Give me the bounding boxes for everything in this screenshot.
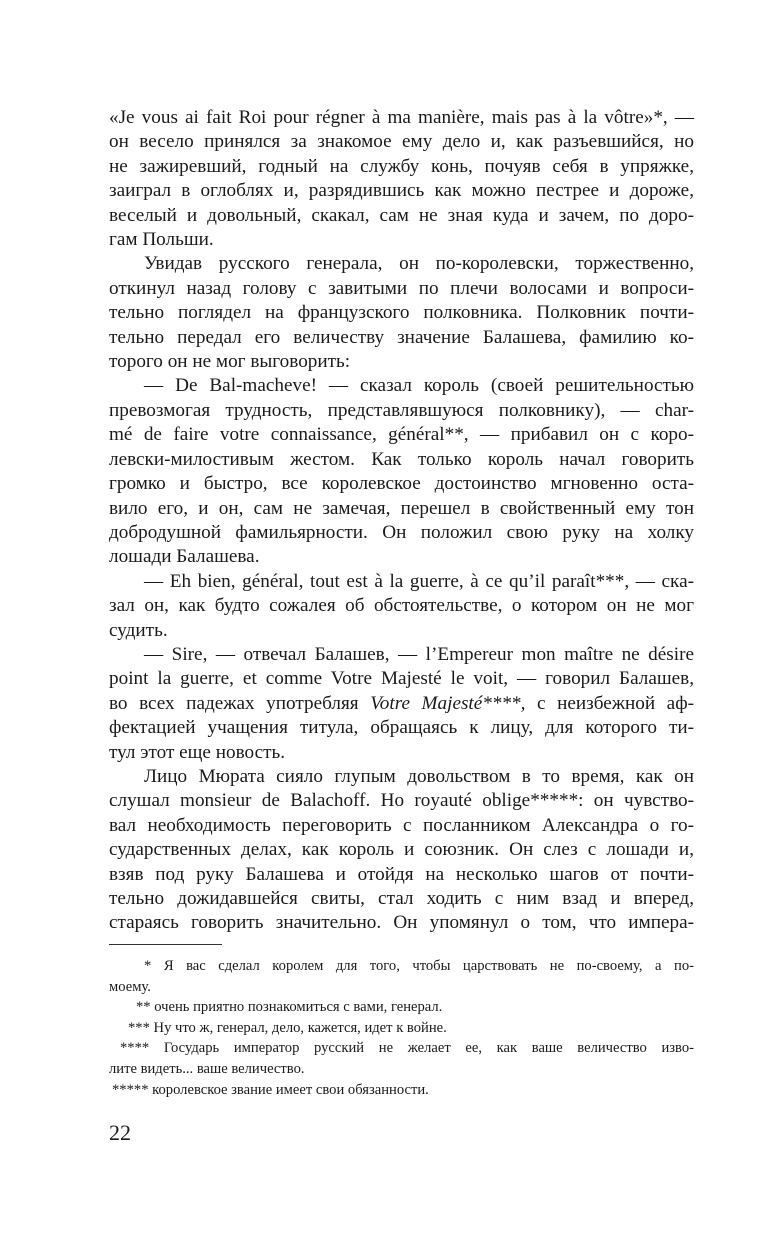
text-line: гам Польши. [109,229,214,251]
text-line [109,692,694,716]
main-text [109,106,694,936]
text-line: судить. [109,619,168,641]
text-line: веселый и довольный, скакал, сам не зная куда и зачем, по доро- [109,204,694,226]
text-line: тул этот еще новость. [109,741,286,763]
footnote-divider [109,944,222,945]
footnote-line: **** Государь император русский не желает ее, как ваше величество изво- [120,1040,694,1057]
text-line: громко и быстро, все королевское достоинство мгновенно оста- [109,473,694,495]
text-line: не зажиревший, годный на службу конь, почуяв себя в упряжке, [109,155,694,177]
text-line: вал необходимость переговорить с посланником Александра о го- [109,814,694,836]
footnote-line: *** Ну что ж, генерал, дело, кажется, идет к войне. [128,1019,447,1036]
text-line: заиграл в оглоблях и, разрядившись как можно пестрее и дороже, [109,180,694,202]
text-line: сударственных делах, как король и союзник. Он слез с лошади и, [109,839,694,861]
text-line: mé de faire votre connaissance, général**, — прибавил он с коро- [109,424,694,446]
text-line: откинул назад голову с завитыми по плечи волосами и вопроси- [109,277,694,299]
footnote-line: * Я вас сделал королем для того, чтобы царствовать не по-своему, а по- [144,958,694,974]
page-number: 22 [109,1120,131,1145]
footnote-line: ***** королевское звание имеет свои обязанности. [112,1081,429,1098]
text-line: вило его, и он, сам не замечая, перешел в свойственный ему тон [109,497,694,519]
footnote-line: лите видеть... ваше величество. [109,1060,305,1077]
text-segment: во всех падежах употребляя [109,692,359,714]
footnote-line: моему. [109,978,151,995]
text-line: добродушной фамильярности. Он положил свою руку на холку [109,521,694,543]
text-line: point la guerre, et comme Votre Majesté le voit, — говорил Балашев, [109,668,694,690]
text-line: левски-милостивым жестом. Как только король начал говорить [109,448,694,470]
footnote-line: ** очень приятно познакомиться с вами, генерал. [136,999,443,1016]
text-line: слушал monsieur de Balachoff. Но royauté oblige*****: он чувство- [109,790,694,812]
text-line: зал он, как будто сожалея об обстоятельстве, о котором он не мог [109,595,694,617]
text-line: Лицо Мюрата сияло глупым довольством в то время, как он [144,765,694,787]
text-line: фектацией учащения титула, обращаясь к лицу, для которого ти- [109,717,694,739]
text-line: взяв под руку Балашева и отойдя на несколько шагов от почти- [109,863,694,885]
text-line: он весело принялся за знакомое ему дело и, как разъевшийся, но [109,131,694,153]
text-line: превозмогая трудность, представлявшуюся полковнику), — char- [109,399,694,421]
text-line: торого он не мог выговорить: [109,351,351,373]
text-segment: с неизбежной аф- [537,692,695,714]
text-line: «Je vous ai fait Roi pour régner à ma manière, mais pas à la vôtre»*, — [109,107,694,128]
text-line: стараясь говорить значительно. Он упомянул о том, что импера- [109,912,694,934]
italic-phrase: Votre Majesté****, [370,692,526,714]
text-line: тельно передал его величеству значение Балашева, фамилию ко- [109,326,694,348]
text-line: Увидав русского генерала, он по-королевски, торжественно, [144,253,694,275]
text-line: — De Bal-macheve! — сказал король (своей решительностью [144,375,694,397]
text-line: тельно поглядел на французского полковника. Полковник почти- [109,302,694,324]
text-line: — Eh bien, général, tout est à la guerre, à ce qu’il paraît***, — ска- [144,570,694,592]
text-line: лошади Балашева. [109,546,260,568]
footnotes [109,956,694,1100]
text-line: — Sire, — отвечал Балашев, — l’Empereur mon maître ne désire [144,643,694,665]
text-line: тельно дожидавшейся свиты, стал ходить с ним взад и вперед, [109,888,694,909]
